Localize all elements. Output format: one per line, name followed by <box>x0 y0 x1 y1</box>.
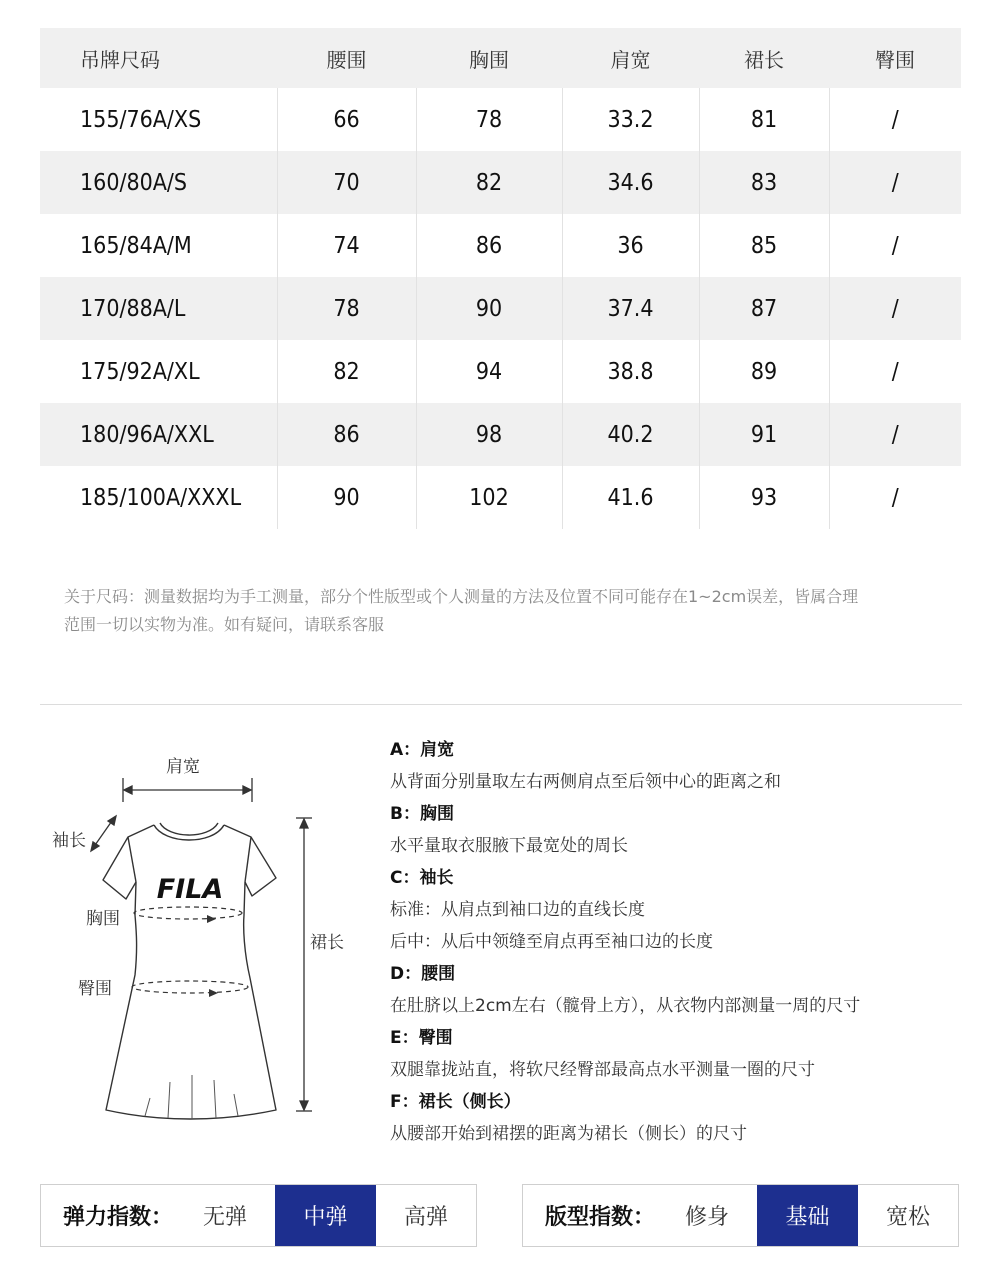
fit-option-loose: 宽松 <box>885 1205 930 1230</box>
cell-hip: / <box>829 466 961 529</box>
elasticity-option-high: 高弹 <box>403 1205 448 1230</box>
cell-size: 180/96A/XXL <box>80 421 214 448</box>
guide-text: 从背面分别量取左右两侧肩点至后领中心的距离之和 <box>390 772 781 792</box>
elasticity-option-medium: 中弹 <box>275 1185 376 1246</box>
cell-size: 170/88A/L <box>80 295 186 322</box>
header-length: 裙长 <box>744 47 784 72</box>
cell-chest: 98 <box>416 403 562 466</box>
guide-heading: E：臀围 <box>390 1028 453 1048</box>
table-header-row <box>40 28 961 88</box>
cell-hip: / <box>829 88 961 151</box>
size-disclaimer-note <box>64 583 964 639</box>
cell-hip: / <box>829 277 961 340</box>
cell-shoulder: 33.2 <box>562 88 699 151</box>
cell-length: 83 <box>699 151 829 214</box>
header-chest: 胸围 <box>469 47 509 72</box>
guide-item-shoulder <box>390 734 970 798</box>
cell-chest: 94 <box>416 340 562 403</box>
header-shoulder: 肩宽 <box>610 47 651 72</box>
cell-waist: 66 <box>277 88 416 151</box>
cell-size: 185/100A/XXXL <box>80 484 242 511</box>
guide-item-waist <box>390 958 970 1022</box>
dress-measurement-diagram <box>40 730 380 1150</box>
cell-waist: 74 <box>277 214 416 277</box>
guide-text: 双腿靠拢站直，将软尺经臀部最高点水平测量一圈的尺寸 <box>390 1060 815 1080</box>
cell-shoulder: 41.6 <box>562 466 699 529</box>
guide-heading: D：腰围 <box>390 964 456 984</box>
cell-waist: 86 <box>277 403 416 466</box>
cell-shoulder: 40.2 <box>562 403 699 466</box>
label-chest: 胸围 <box>86 909 120 929</box>
label-sleeve: 袖长 <box>52 831 86 851</box>
guide-item-sleeve <box>390 862 970 958</box>
elasticity-index <box>40 1184 477 1247</box>
guide-item-length <box>390 1086 970 1150</box>
table-row <box>40 151 961 214</box>
cell-shoulder: 34.6 <box>562 151 699 214</box>
guide-item-hip <box>390 1022 970 1086</box>
cell-length: 85 <box>699 214 829 277</box>
fit-title: 版型指数： <box>545 1205 656 1230</box>
guide-heading: F：裙长（侧长） <box>390 1092 521 1112</box>
cell-length: 91 <box>699 403 829 466</box>
header-waist: 腰围 <box>326 47 367 72</box>
table-row <box>40 88 961 151</box>
guide-heading: A：肩宽 <box>390 740 455 760</box>
fit-index <box>522 1184 959 1247</box>
section-divider <box>40 704 962 705</box>
cell-hip: / <box>829 340 961 403</box>
cell-chest: 86 <box>416 214 562 277</box>
guide-text: 水平量取衣服腋下最宽处的周长 <box>390 836 628 856</box>
cell-hip: / <box>829 214 961 277</box>
guide-text: 后中：从后中领缝至肩点再至袖口边的长度 <box>390 932 713 952</box>
cell-size: 155/76A/XS <box>80 106 202 133</box>
cell-length: 87 <box>699 277 829 340</box>
cell-size: 175/92A/XL <box>80 358 200 385</box>
header-hip: 臀围 <box>875 47 915 72</box>
cell-waist: 90 <box>277 466 416 529</box>
table-row <box>40 403 961 466</box>
cell-length: 81 <box>699 88 829 151</box>
cell-shoulder: 38.8 <box>562 340 699 403</box>
guide-text: 从腰部开始到裙摆的距离为裙长（侧长）的尺寸 <box>390 1124 747 1144</box>
cell-size: 160/80A/S <box>80 169 188 196</box>
cell-chest: 78 <box>416 88 562 151</box>
table-row <box>40 340 961 403</box>
cell-waist: 70 <box>277 151 416 214</box>
guide-item-chest <box>390 798 970 862</box>
table-row <box>40 214 961 277</box>
measurement-guide <box>390 734 970 1150</box>
cell-hip: / <box>829 403 961 466</box>
cell-chest: 102 <box>416 466 562 529</box>
note-line: 关于尺码：测量数据均为手工测量，部分个性版型或个人测量的方法及位置不同可能存在1~2cm误差，皆属合理 <box>64 587 859 606</box>
svg-text:FILA: FILA <box>156 874 224 905</box>
guide-heading: B：胸围 <box>390 804 454 824</box>
label-hip: 臀围 <box>78 979 112 999</box>
elasticity-title: 弹力指数： <box>63 1205 174 1230</box>
cell-waist: 82 <box>277 340 416 403</box>
cell-hip: / <box>829 151 961 214</box>
elasticity-option-none: 无弹 <box>202 1205 247 1230</box>
cell-chest: 90 <box>416 277 562 340</box>
cell-length: 93 <box>699 466 829 529</box>
guide-heading: C：袖长 <box>390 868 454 888</box>
header-tag-size: 吊牌尺码 <box>80 47 160 72</box>
label-length: 裙长 <box>310 933 344 953</box>
size-chart-table <box>40 28 961 529</box>
cell-chest: 82 <box>416 151 562 214</box>
fit-option-regular: 基础 <box>757 1185 858 1246</box>
note-line: 范围一切以实物为准。如有疑问，请联系客服 <box>64 615 385 634</box>
table-row <box>40 277 961 340</box>
guide-text: 在肚脐以上2cm左右（髋骨上方），从衣物内部测量一周的尺寸 <box>390 996 861 1016</box>
guide-text: 标准：从肩点到袖口边的直线长度 <box>390 900 645 920</box>
cell-shoulder: 36 <box>562 214 699 277</box>
table-row <box>40 466 961 529</box>
fit-option-slim: 修身 <box>684 1205 729 1230</box>
cell-shoulder: 37.4 <box>562 277 699 340</box>
cell-waist: 78 <box>277 277 416 340</box>
cell-size: 165/84A/M <box>80 232 192 259</box>
label-shoulder: 肩宽 <box>166 757 200 777</box>
cell-length: 89 <box>699 340 829 403</box>
